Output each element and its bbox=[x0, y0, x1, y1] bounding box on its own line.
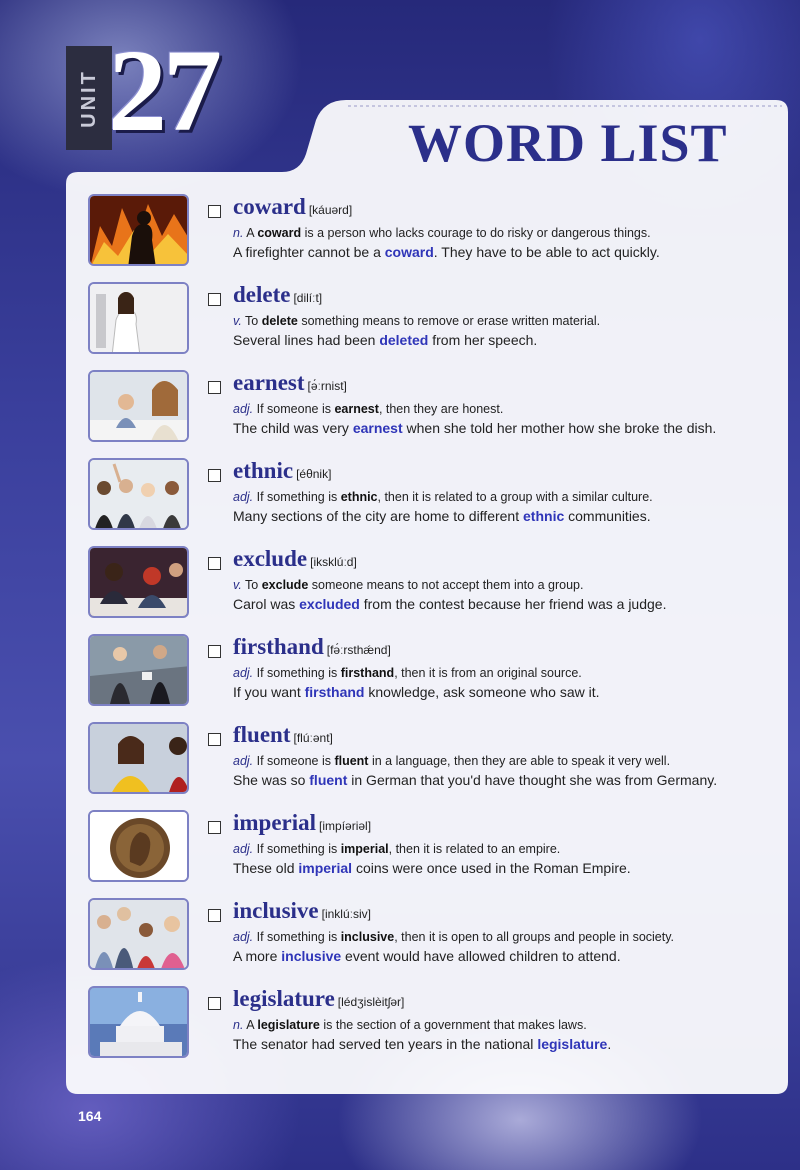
entry-example: A more inclusive event would have allowed children to attend. bbox=[233, 948, 621, 964]
word-entry-firsthand bbox=[88, 634, 788, 714]
entry-example: Many sections of the city are home to different ethnic communities. bbox=[233, 508, 651, 524]
entry-checkbox[interactable] bbox=[208, 381, 221, 394]
entry-word: firsthand bbox=[233, 634, 324, 659]
entry-definition: adj. If something is inclusive, then it is open to all groups and people in society. bbox=[233, 930, 675, 944]
entry-photo-capitol bbox=[88, 986, 189, 1058]
entry-example: The senator had served ten years in the national legislature. bbox=[233, 1036, 612, 1052]
entry-example: The child was very earnest when she told her mother how she broke the dish. bbox=[233, 420, 717, 436]
entry-example: If you want firsthand knowledge, ask someone who saw it. bbox=[233, 684, 600, 700]
word-entry-ethnic bbox=[88, 458, 788, 538]
entry-photo-coin bbox=[88, 810, 189, 882]
entry-definition: adj. If something is ethnic, then it is related to a group with a similar culture. bbox=[233, 490, 653, 504]
word-entry-exclude bbox=[88, 546, 788, 626]
entry-pronunciation: [impíəriəl] bbox=[319, 819, 372, 833]
page-number: 164 bbox=[78, 1108, 102, 1124]
word-entry-delete bbox=[88, 282, 788, 362]
entry-checkbox[interactable] bbox=[208, 557, 221, 570]
entry-word: exclude bbox=[233, 546, 308, 571]
entry-word: earnest bbox=[233, 370, 305, 395]
entry-example: A firefighter cannot be a coward. They have to be able to act quickly. bbox=[233, 244, 660, 260]
entry-checkbox[interactable] bbox=[208, 645, 221, 658]
entry-word: legislature bbox=[233, 986, 335, 1011]
entry-definition: v. To delete something means to remove or erase written material. bbox=[233, 314, 601, 328]
entry-definition: n. A legislature is the section of a government that makes laws. bbox=[233, 1018, 587, 1032]
entry-photo-interview bbox=[88, 634, 189, 706]
entry-definition: adj. If someone is fluent in a language, then they are able to speak it very well. bbox=[233, 754, 671, 768]
entry-word: imperial bbox=[233, 810, 317, 835]
word-entry-coward bbox=[88, 194, 788, 274]
entry-example: She was so fluent in German that you'd have thought she was from Germany. bbox=[233, 772, 718, 788]
entry-pronunciation: [flúːənt] bbox=[293, 731, 333, 745]
entry-pronunciation: [lédʒislèitʃər] bbox=[337, 995, 405, 1009]
word-entry-legislature bbox=[88, 986, 788, 1066]
word-entry-inclusive bbox=[88, 898, 788, 978]
word-entry-earnest bbox=[88, 370, 788, 450]
entry-word: inclusive bbox=[233, 898, 319, 923]
entry-pronunciation: [inklúːsiv] bbox=[321, 907, 371, 921]
entry-word: fluent bbox=[233, 722, 291, 747]
word-entry-imperial bbox=[88, 810, 788, 890]
word-entry-fluent bbox=[88, 722, 788, 802]
entry-checkbox[interactable] bbox=[208, 293, 221, 306]
entry-example: Carol was excluded from the contest because her friend was a judge. bbox=[233, 596, 667, 612]
unit-number: 27 bbox=[108, 25, 218, 156]
entry-word: delete bbox=[233, 282, 291, 307]
entry-definition: n. A coward is a person who lacks courage to do risky or dangerous things. bbox=[233, 226, 651, 240]
entry-photo-students bbox=[88, 546, 189, 618]
entry-word: ethnic bbox=[233, 458, 294, 483]
entry-photo-firefighter bbox=[88, 194, 189, 266]
entry-checkbox[interactable] bbox=[208, 469, 221, 482]
entry-pronunciation: [dilíːt] bbox=[293, 291, 323, 305]
entry-photo-group bbox=[88, 898, 189, 970]
entry-example: These old imperial coins were once used in the Roman Empire. bbox=[233, 860, 631, 876]
entry-photo-speaker bbox=[88, 282, 189, 354]
entry-pronunciation: [ə́ːrnist] bbox=[307, 379, 347, 393]
entry-pronunciation: [fə́ːrsthǽnd] bbox=[326, 643, 391, 657]
entry-pronunciation: [éθnik] bbox=[296, 467, 332, 481]
entry-definition: adj. If someone is earnest, then they are honest. bbox=[233, 402, 504, 416]
entry-definition: adj. If something is imperial, then it is related to an empire. bbox=[233, 842, 561, 856]
entry-checkbox[interactable] bbox=[208, 997, 221, 1010]
unit-label: UNIT bbox=[77, 68, 100, 128]
entry-example: Several lines had been deleted from her speech. bbox=[233, 332, 538, 348]
entry-checkbox[interactable] bbox=[208, 733, 221, 746]
entry-photo-crowd bbox=[88, 458, 189, 530]
entry-checkbox[interactable] bbox=[208, 909, 221, 922]
entry-photo-conversation bbox=[88, 722, 189, 794]
page-title: WORD LIST bbox=[408, 113, 728, 173]
entry-checkbox[interactable] bbox=[208, 821, 221, 834]
entry-definition: adj. If something is firsthand, then it is from an original source. bbox=[233, 666, 582, 680]
entry-pronunciation: [káuərd] bbox=[308, 203, 353, 217]
entry-definition: v. To exclude someone means to not accept them into a group. bbox=[233, 578, 584, 592]
entry-photo-mother-child bbox=[88, 370, 189, 442]
entry-checkbox[interactable] bbox=[208, 205, 221, 218]
entry-pronunciation: [iksklúːd] bbox=[310, 555, 357, 569]
entry-word: coward bbox=[233, 194, 306, 219]
